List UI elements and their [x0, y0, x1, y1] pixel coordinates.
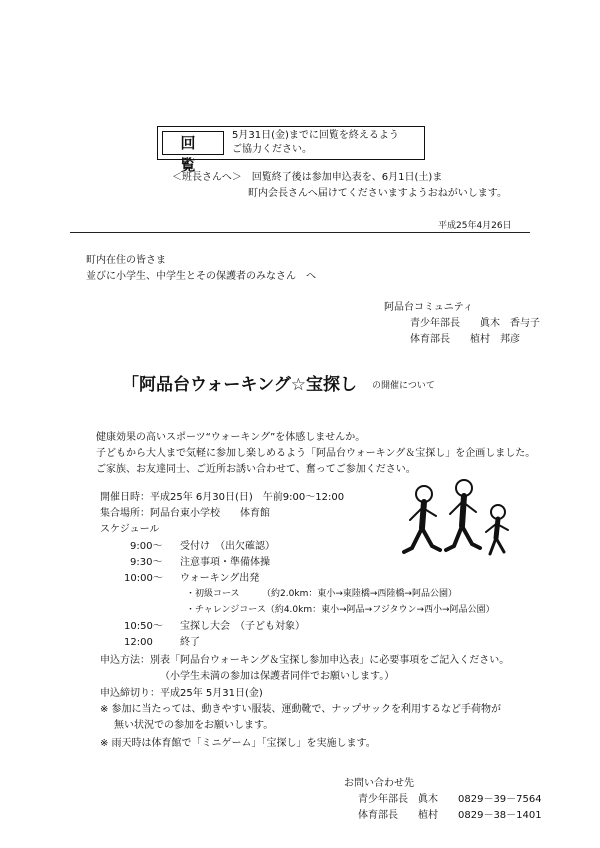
contact-row: 青少年部長 眞木 0829－39－7564: [358, 794, 542, 805]
application-deadline: 申込締切り：平成25年 5月31日(金): [100, 688, 263, 699]
schedule-time: 9:00～: [130, 541, 163, 552]
contact-label: お問い合わせ先: [344, 778, 414, 789]
event-place: 集合場所：阿品台東小学校 体育館: [100, 508, 270, 519]
note-2: ※ 雨天時は体育館で「ミニゲーム」「宝探し」を実施します。: [100, 738, 376, 749]
intro-line: 健康効果の高いスポーツ“ウォーキング”を体感しませんか。: [96, 432, 366, 443]
note-1a: ※ 参加に当たっては、動きやすい服装、運動靴で、ナップサックを利用するなど手荷物が: [100, 704, 501, 715]
application-method: 申込方法：別表「阿品台ウォーキング＆宝探し参加申込表」に必要事項をご記入ください。: [100, 655, 510, 666]
sender-person1: 青少年部長 眞木 香与子: [410, 318, 540, 329]
circulation-line1: 5月31日(金)までに回覧を終えるよう: [232, 130, 399, 141]
page-title: 「阿品台ウォーキング☆宝探し: [122, 375, 358, 395]
schedule-time: 9:30～: [130, 557, 163, 568]
circulation-title: 回 覧: [162, 131, 224, 155]
circulation-line2: ご協力ください。: [232, 144, 312, 155]
leader-note-line1: ＜班長さんへ＞ 回覧終了後は参加申込表を、6月1日(土)ま: [172, 172, 443, 183]
schedule-time: 10:00～: [124, 573, 163, 584]
application-method-note: （小学生未満の参加は保護者同伴でお願いします。）: [160, 671, 395, 682]
schedule-item: 注意事項・準備体操: [180, 557, 270, 568]
sender-org: 阿品台コミュニティ: [384, 302, 473, 313]
header-divider: [70, 232, 530, 233]
schedule-time: 10:50～: [124, 621, 163, 632]
page-title-suffix: の開催について: [372, 381, 435, 391]
schedule-course: ・初級コース （約2.0km：東小→東陸橋→西陸橋→阿品公園）: [186, 589, 457, 599]
schedule-item: ウォーキング出発: [180, 573, 260, 584]
schedule-time: 12:00: [124, 637, 153, 648]
schedule-label: スケジュール: [100, 524, 160, 535]
walking-family-illustration: [398, 474, 520, 566]
intro-line: 子どもから大人まで気軽に参加し楽しめるよう「阿品台ウォーキング＆宝探し」を企画しました。: [96, 448, 536, 459]
schedule-item: 終了: [180, 637, 200, 648]
schedule-item: 受付け （出欠確認）: [180, 541, 275, 552]
leader-note-line2: 町内会長さんへ届けてくださいますようおねがいします。: [248, 188, 507, 199]
addressee-line2: 並びに小学生、中学生とその保護者のみなさん へ: [86, 271, 316, 282]
circulation-box: [157, 126, 425, 174]
addressee-line1: 町内在住の皆さま: [86, 255, 166, 266]
event-datetime: 開催日時：平成25年 6月30日(日) 午前9:00～12:00: [100, 492, 345, 503]
sender-person2: 体育部長 植村 邦彦: [410, 334, 520, 345]
intro-line: ご家族、お友達同士、ご近所お誘い合わせて、奮ってご参加ください。: [96, 464, 416, 475]
document-date: 平成25年4月26日: [438, 221, 512, 231]
schedule-course: ・チャレンジコース（約4.0km：東小→阿品→フジタウン→西小→阿品公園）: [186, 605, 495, 615]
schedule-item: 宝探し大会 （子ども対象）: [180, 621, 305, 632]
note-1b: 無い状況での参加をお願いします。: [114, 720, 274, 731]
contact-row: 体育部長 植村 0829－38－1401: [358, 810, 542, 821]
